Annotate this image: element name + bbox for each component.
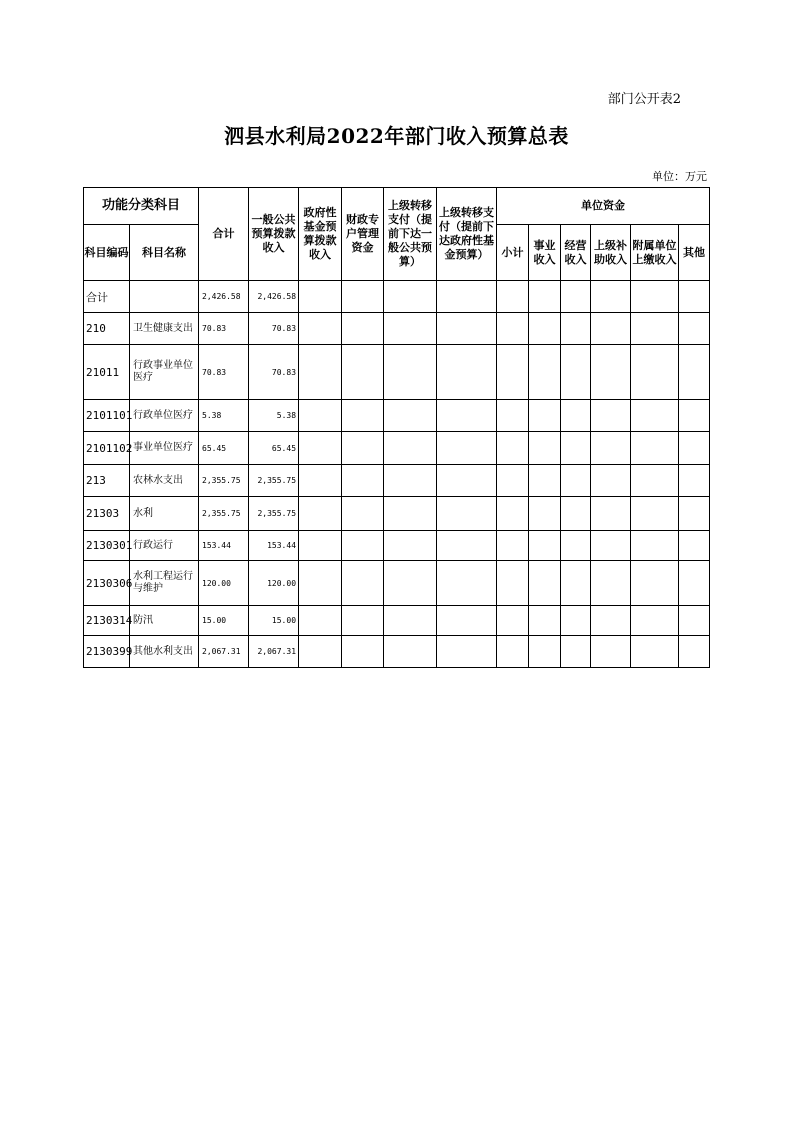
header-transfer-fund: 上级转移支付（提前下达政府性基金预算） [437,188,497,281]
table-row [84,465,710,497]
table-row [84,345,710,400]
row-code: 2130399 [84,636,130,668]
header-gov-fund: 政府性基金预算拨款收入 [299,188,342,281]
table-row [84,531,710,561]
row-code: 2130306 [84,561,130,606]
header-business: 事业收入 [529,225,561,281]
table-row [84,561,710,606]
row-code: 21011 [84,345,130,400]
row-general: 70.83 [249,313,299,345]
header-transfer-general: 上级转移支付（提前下达一般公共预算） [384,188,437,281]
row-general: 70.83 [249,345,299,400]
row-code: 21303 [84,497,130,531]
header-name: 科目名称 [130,225,199,281]
row-total: 65.45 [199,432,249,465]
income-budget-table [83,187,710,668]
unit-label: 单位：万元 [652,170,707,183]
row-total: 70.83 [199,313,249,345]
row-general: 15.00 [249,606,299,636]
header-total: 合计 [199,188,249,281]
header-operating: 经营收入 [561,225,591,281]
row-name: 防汛 [130,606,199,636]
row-total: 70.83 [199,345,249,400]
header-affiliated: 附属单位上缴收入 [631,225,679,281]
table-row [84,432,710,465]
row-code: 2101102 [84,432,130,465]
table-row [84,636,710,668]
row-name: 行政单位医疗 [130,400,199,432]
row-total: 2,355.75 [199,465,249,497]
header-fiscal-special: 财政专户管理资金 [342,188,384,281]
row-general: 65.45 [249,432,299,465]
row-name: 其他水利支出 [130,636,199,668]
header-subsidy: 上级补助收入 [591,225,631,281]
row-code: 2130314 [84,606,130,636]
table-number-label: 部门公开表2 [607,92,681,107]
row-name: 卫生健康支出 [130,313,199,345]
row-name: 农林水支出 [130,465,199,497]
row-general: 2,067.31 [249,636,299,668]
header-subtotal: 小计 [497,225,529,281]
row-total: 120.00 [199,561,249,606]
header-other: 其他 [679,225,710,281]
row-general: 2,355.75 [249,465,299,497]
row-code: 213 [84,465,130,497]
table-row [84,497,710,531]
row-total: 2,355.75 [199,497,249,531]
row-total: 15.00 [199,606,249,636]
page-title: 泗县水利局2022年部门收入预算总表 [224,124,569,148]
table-row [84,400,710,432]
row-name: 水利 [130,497,199,531]
row-name: 行政事业单位医疗 [130,345,199,400]
row-name: 水利工程运行与维护 [130,561,199,606]
row-code: 2101101 [84,400,130,432]
table-row [84,313,710,345]
row-general: 120.00 [249,561,299,606]
row-general: 5.38 [249,400,299,432]
row-name: 事业单位医疗 [130,432,199,465]
row-general: 153.44 [249,531,299,561]
row-general: 2,426.58 [249,281,299,313]
header-unit-funds: 单位资金 [497,188,710,225]
header-function-class: 功能分类科目 [84,188,199,225]
row-general: 2,355.75 [249,497,299,531]
table-row [84,606,710,636]
row-code: 210 [84,313,130,345]
row-total: 2,426.58 [199,281,249,313]
row-total: 2,067.31 [199,636,249,668]
table-row [84,281,710,313]
row-code: 2130301 [84,531,130,561]
row-name: 行政运行 [130,531,199,561]
row-name [130,281,199,313]
header-general-budget: 一般公共预算拨款收入 [249,188,299,281]
row-total: 5.38 [199,400,249,432]
row-total: 153.44 [199,531,249,561]
header-code: 科目编码 [84,225,130,281]
row-code: 合计 [84,281,130,313]
